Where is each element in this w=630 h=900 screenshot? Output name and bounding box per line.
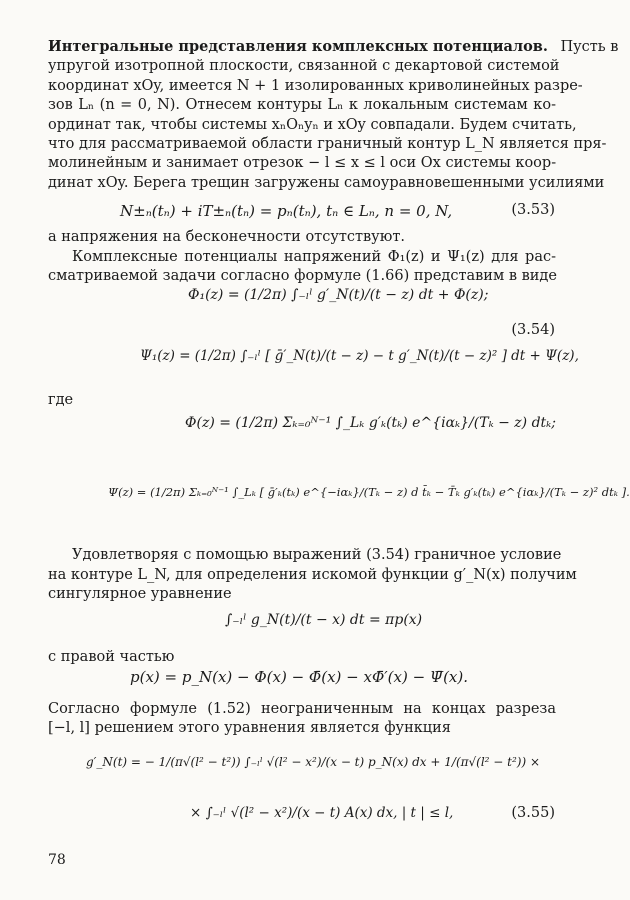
paragraph-line: на контуре L_N, для определения искомой функции g′_N(x) получим <box>48 567 577 583</box>
text: Пусть в <box>560 39 619 55</box>
equation-number: (3.54) <box>511 322 555 338</box>
paragraph-line: ординат так, чтобы системы xₙOₙyₙ и xOy совпадали. Будем считать, <box>48 117 577 133</box>
equation-3-54-psi1: Ψ₁(z) = (1/2π) ∫₋ₗˡ [ ḡ′_N(t)/(t − z) − t g′_N(t)/(t − z)² ] dt + Ψ(z), <box>140 348 579 364</box>
paragraph-line: зов Lₙ (n = 0, N). Отнесем контуры Lₙ к локальным системам ко- <box>48 97 556 113</box>
paragraph-line: Комплексные потенциалы напряжений Φ₁(z) и Ψ₁(z) для рас- <box>72 249 556 265</box>
paragraph-line: что для рассматриваемой области граничный контур L_N является пря- <box>48 136 607 152</box>
equation-p: p(x) = p_N(x) − Φ(x) − Φ̄(x) − xΦ̄′(x) − Ψ̄(x). <box>130 668 469 686</box>
equation-singular: ∫₋ₗˡ g_N(t)/(t − x) dt = πp(x) <box>225 612 423 628</box>
equation-phi: Φ(z) = (1/2π) Σₖ₌₀ᴺ⁻¹ ∫_Lₖ g′ₖ(tₖ) e^{iαₖ}/(Tₖ − z) dtₖ; <box>185 415 557 431</box>
paragraph-line: упругой изотропной плоскости, связанной с декартовой системой <box>48 58 560 74</box>
paragraph-line: а напряжения на бесконечности отсутствуют. <box>48 229 405 245</box>
equation-number: (3.55) <box>511 805 555 821</box>
paragraph-line: Удовлетворяя с помощью выражений (3.54) граничное условие <box>72 547 562 563</box>
paragraph-line: [−l, l] решением этого уравнения является функция <box>48 720 451 736</box>
equation-3-55-line1: g′_N(t) = − 1/(π√(l² − t²)) ∫₋ₗˡ √(l² − x²)/(x − t) p_N(x) dx + 1/(π√(l² − t²)) × <box>86 755 541 769</box>
text: с правой частью <box>48 649 175 665</box>
paragraph-line: Согласно формуле (1.52) неограниченным на концах разреза <box>48 701 556 717</box>
section-title: Интегральные представления комплексных потенциалов. <box>48 38 548 55</box>
equation-3-54-phi1: Φ₁(z) = (1/2π) ∫₋ₗˡ g′_N(t)/(t − z) dt + Φ(z); <box>188 287 489 303</box>
text: где <box>48 392 74 408</box>
paragraph-line <box>48 38 619 56</box>
equation-psi: Ψ(z) = (1/2π) Σₖ₌₀ᴺ⁻¹ ∫_Lₖ [ ḡ′ₖ(tₖ) e^{−iαₖ}/(Tₖ − z) d t̄ₖ − T̄ₖ g′ₖ(tₖ) e^{iαₖ}/(Tₖ − z)² dtₖ ]. <box>108 485 630 499</box>
equation-3-55-line2: × ∫₋ₗˡ √(l² − x²)/(x − t) A(x) dx, | t | ≤ l, <box>190 805 454 821</box>
paragraph-line: динат xOy. Берега трещин загружены самоуравновешенными усилиями <box>48 175 605 191</box>
paragraph-line: координат xOy, имеется N + 1 изолированных криволинейных разре- <box>48 78 583 94</box>
paragraph-line: сматриваемой задачи согласно формуле (1.66) представим в виде <box>48 268 557 284</box>
page-number: 78 <box>48 852 66 868</box>
paragraph-line: сингулярное уравнение <box>48 586 232 602</box>
paragraph-line: молинейным и занимает отрезок − l ≤ x ≤ l оси Ox системы коор- <box>48 155 557 171</box>
equation-number: (3.53) <box>511 202 555 218</box>
equation-3-53: N±ₙ(tₙ) + iT±ₙ(tₙ) = pₙ(tₙ), tₙ ∈ Lₙ, n = 0, N, <box>120 202 453 220</box>
